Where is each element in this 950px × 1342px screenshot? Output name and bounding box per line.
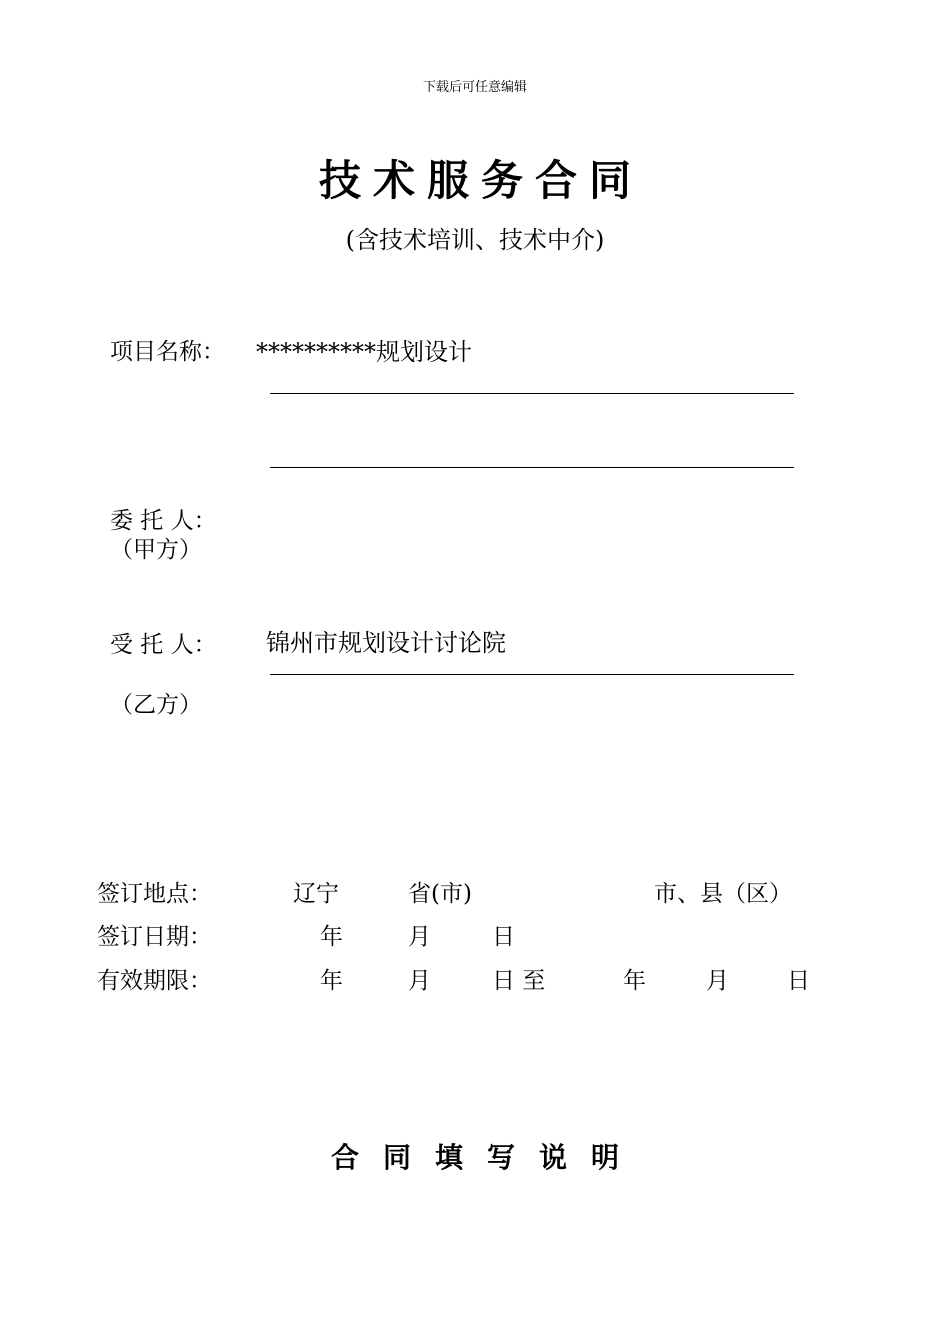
sign-date-month: 月 <box>408 924 431 950</box>
validity-year-2: 年 <box>623 968 646 994</box>
contractor-label: 受 托 人： <box>110 632 217 658</box>
sign-date-label: 签订日期： <box>97 924 212 950</box>
sign-place-label: 签订地点： <box>97 881 212 907</box>
sign-date-year: 年 <box>320 924 343 950</box>
validity-month: 月 <box>408 968 431 994</box>
validity-label: 有效期限： <box>97 968 212 994</box>
project-name-underline-1 <box>270 393 794 394</box>
client-sub-label: （甲方） <box>110 537 202 563</box>
contractor-value: 锦州市规划设计讨论院 <box>266 629 506 657</box>
validity-day-to: 日 至 <box>492 968 546 994</box>
project-name-value: **********规划设计 <box>256 338 472 366</box>
sign-place-province-unit: 省(市) <box>408 881 472 907</box>
project-name-underline-2 <box>270 467 794 468</box>
document-title: 技术服务合同 <box>318 156 643 205</box>
contractor-underline <box>270 674 794 675</box>
project-name-label: 项目名称： <box>110 339 225 365</box>
instructions-title: 合同填写说明 <box>330 1141 643 1174</box>
document-subtitle: (含技术培训、技术中介) <box>345 226 605 254</box>
sign-place-city-unit: 市、县（区） <box>654 881 792 907</box>
header-note: 下载后可任意编辑 <box>422 80 527 95</box>
validity-year: 年 <box>320 968 343 994</box>
contractor-sub-label: （乙方） <box>110 692 202 718</box>
validity-month-2: 月 <box>706 968 729 994</box>
validity-day-2: 日 <box>787 968 810 994</box>
sign-place-province: 辽宁 <box>293 881 339 907</box>
client-label: 委 托 人： <box>110 508 217 534</box>
sign-date-day: 日 <box>492 924 515 950</box>
